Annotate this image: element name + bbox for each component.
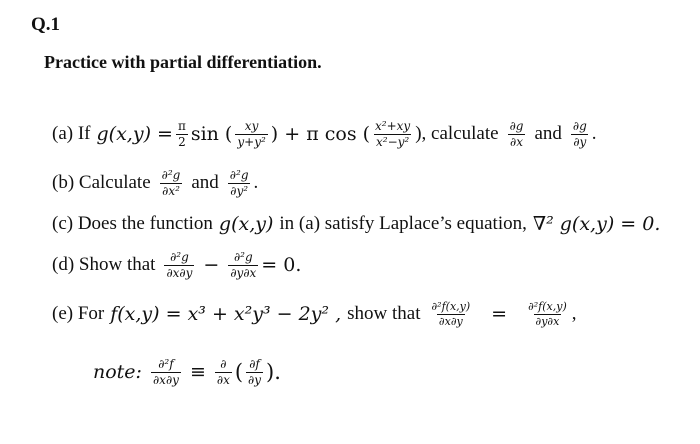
period: . (253, 172, 259, 193)
minus-sign: − (203, 254, 220, 276)
part-e-label: (e) For (52, 303, 105, 324)
fraction-denominator: ∂x∂y (152, 372, 179, 387)
fraction-numerator: x²+xy (375, 118, 411, 133)
laplace-equation: ∇² g(x,y) = 0. (532, 213, 661, 235)
note-label: note: (93, 361, 142, 383)
fraction-numerator: ∂g (509, 118, 524, 133)
part-e (52, 293, 577, 335)
and-text: and (191, 172, 219, 193)
fraction-numerator: xy (244, 118, 259, 133)
fraction-denominator: y+y² (237, 134, 266, 149)
partial-f-partial-y (246, 358, 263, 386)
part-b (52, 162, 258, 204)
sin-term: sin ( (190, 123, 233, 145)
fraction-numerator: ∂²g (161, 167, 181, 182)
fraction-numerator: ∂²g (229, 167, 249, 182)
show-that-text: show that (347, 303, 421, 324)
second-partial-g-y (228, 169, 251, 197)
second-partial-g-x (160, 169, 183, 197)
part-c-text-after: in (a) satisfy Laplace’s equation, (279, 213, 527, 234)
calculate-text: ), calculate (415, 123, 499, 144)
question-title: Practice with partial differentiation. (44, 52, 322, 72)
fraction-xy-over-y-plus-y2 (235, 120, 267, 148)
part-a-function: g(x,y) = (96, 123, 173, 145)
part-d (52, 244, 301, 286)
fraction-numerator: ∂f (249, 356, 260, 371)
part-c-text-before: (c) Does the function (52, 213, 213, 234)
fraction-numerator: ∂²f(x,y) (431, 299, 471, 313)
fraction-numerator: ∂²f(x,y) (528, 299, 567, 313)
part-a-label: (a) If (52, 123, 91, 144)
mixed-partial-g-yx (228, 251, 258, 279)
mixed-partial-f-yx (526, 301, 569, 327)
fraction-denominator: ∂y∂x (535, 314, 560, 328)
note-line (93, 351, 281, 393)
fraction-denominator: ∂y∂x (230, 265, 257, 280)
partial-operator-x (215, 358, 232, 386)
fraction-denominator: ∂x² (162, 183, 180, 198)
fraction-denominator: ∂y (573, 134, 587, 149)
fraction-numerator: ∂ (220, 356, 227, 371)
part-c-function: g(x,y) (218, 213, 274, 235)
fraction-numerator: ∂²f (158, 356, 174, 371)
fraction-numerator: ∂g (572, 118, 587, 133)
fraction-numerator: ∂²g (233, 249, 253, 264)
fraction-denominator: ∂x (510, 134, 523, 149)
fraction-denominator: ∂y (248, 372, 262, 387)
fraction-denominator: 2 (178, 134, 186, 149)
open-paren: ( (234, 360, 244, 384)
fraction-cos-argument (373, 120, 412, 148)
part-e-function: f(x,y) = x³ + x²y³ − 2y² , (110, 303, 342, 325)
fraction-denominator: ∂x (216, 372, 230, 387)
fraction-denominator: ∂x∂y (438, 314, 463, 328)
pi-over-two-fraction (176, 120, 188, 148)
note-mixed-partial-f (151, 358, 181, 386)
equals-sign: = (491, 303, 508, 325)
fraction-denominator: ∂x∂y (166, 265, 193, 280)
part-b-label: (b) Calculate (52, 172, 151, 193)
part-c (52, 210, 660, 238)
partial-g-partial-x (508, 120, 526, 148)
period: . (591, 123, 597, 144)
mixed-partial-f-xy (429, 301, 472, 327)
part-a (52, 112, 597, 156)
fraction-numerator: ∂²g (170, 249, 189, 264)
fraction-denominator: x²−y² (376, 134, 410, 149)
comma: , (571, 303, 577, 324)
part-d-label: (d) Show that (52, 254, 156, 275)
and-text: and (534, 123, 562, 144)
partial-g-partial-y (571, 120, 589, 148)
pi-cos-term: ) + π cos ( (270, 123, 371, 145)
fraction-denominator: ∂y² (230, 183, 249, 198)
equals-zero: = 0. (261, 254, 302, 276)
question-number: Q.1 (31, 14, 61, 35)
mixed-partial-g-xy (164, 251, 194, 279)
equivalence-sign: ≡ (189, 361, 206, 383)
close-paren: ). (266, 360, 281, 384)
fraction-numerator: π (177, 118, 186, 133)
